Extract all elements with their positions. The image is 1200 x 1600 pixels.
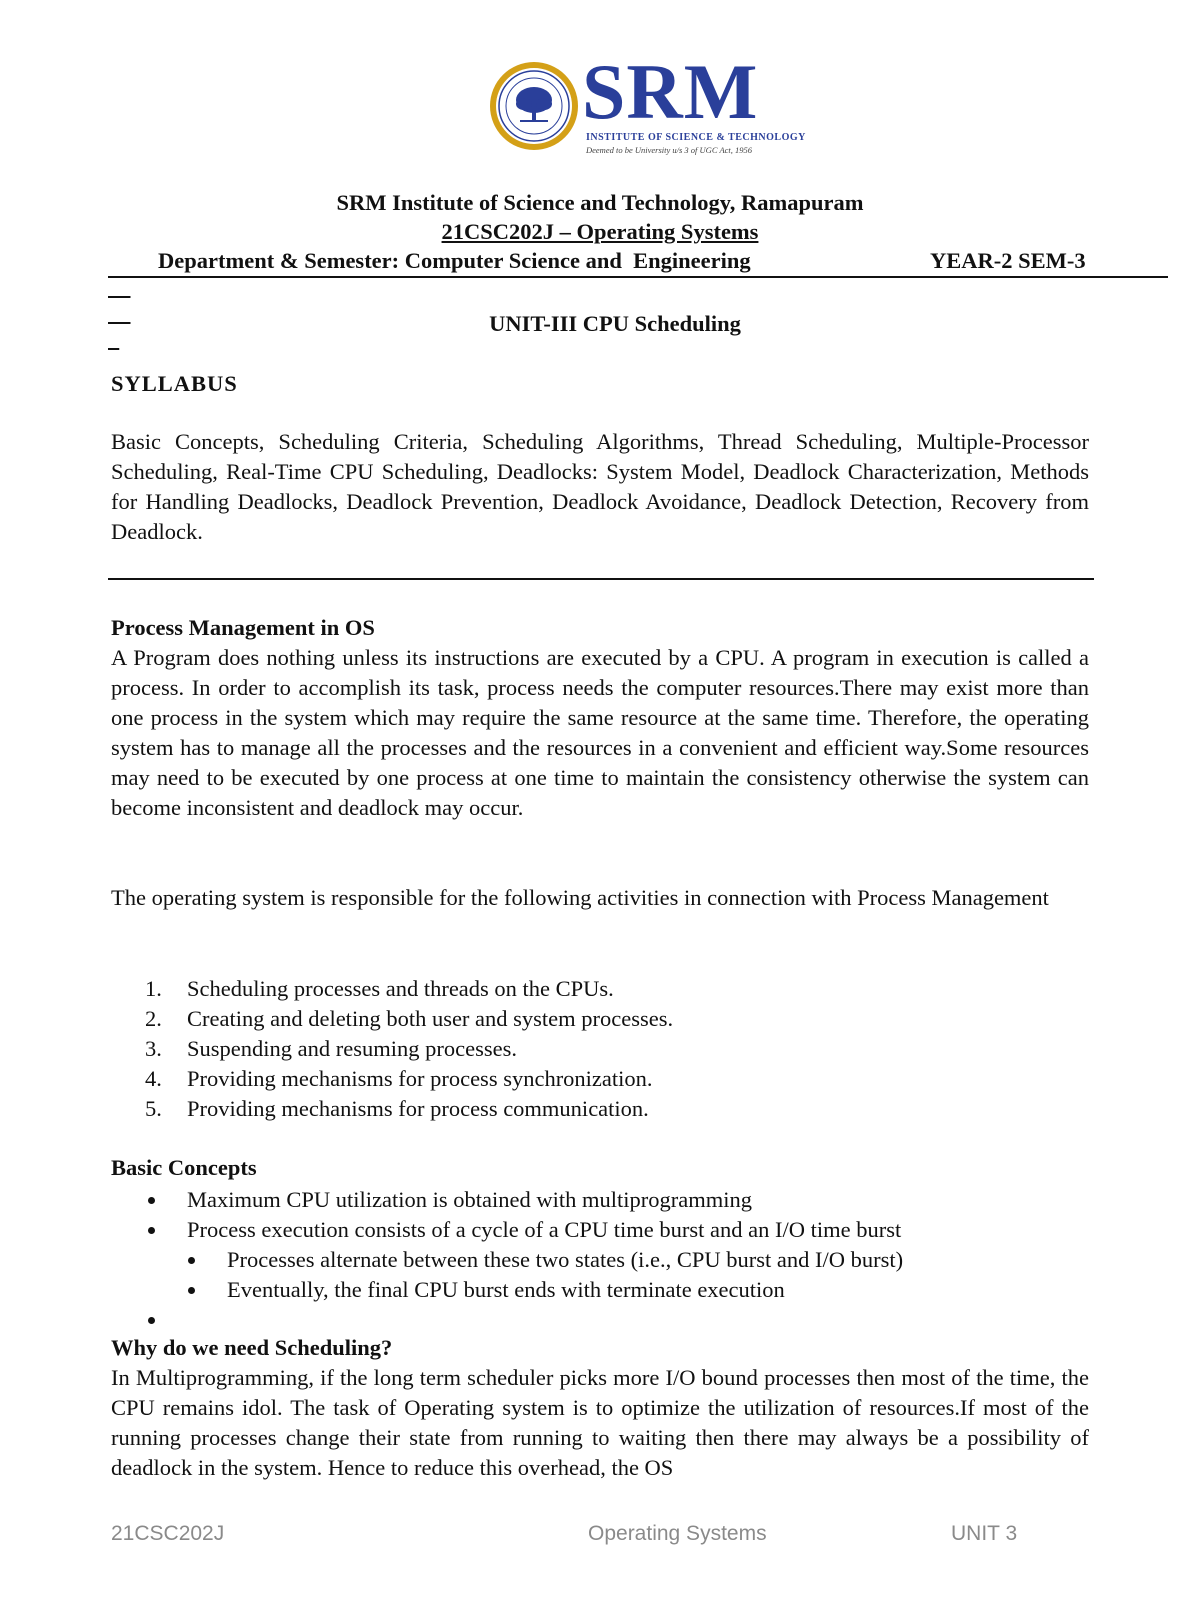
list-item: [145, 1094, 673, 1124]
section-heading-process-management: Process Management in OS: [111, 615, 375, 640]
list-number: 2.: [145, 1006, 162, 1031]
list-item: [145, 1185, 903, 1215]
list-number: 1.: [145, 976, 162, 1001]
logo-wordmark: SRM: [582, 48, 759, 135]
bullet-icon: [148, 1197, 155, 1204]
list-item: [145, 1215, 903, 1245]
activities-intro-paragraph: The operating system is responsible for the following activities in connection with Process Management: [111, 885, 1049, 910]
unit-title: UNIT-III CPU Scheduling: [489, 311, 741, 336]
footer-unit: UNIT 3: [951, 1522, 1018, 1545]
university-seal-icon: [488, 60, 580, 152]
header-divider: [108, 276, 1168, 278]
list-text: Scheduling processes and threads on the CPUs.: [187, 976, 614, 1001]
syllabus-heading: SYLLABUS: [111, 371, 238, 396]
list-text: Process execution consists of a cycle of a CPU time burst and an I/O time burst: [187, 1217, 902, 1242]
footer-course-code: 21CSC202J: [111, 1522, 225, 1545]
why-scheduling-paragraph: In Multiprogramming, if the long term scheduler picks more I/O bound processes then most of the time, the CPU remains idol. The task of Operating system is to optimize the utilization of resources.If most of the running processes change their state from running to waiting then there may always be a possibility of deadlock in the system. Hence to reduce this overhead, the OS: [111, 1365, 1089, 1480]
bullet-icon: [148, 1317, 155, 1324]
list-item: [145, 974, 673, 1004]
course-title: 21CSC202J – Operating Systems: [441, 219, 759, 244]
list-text: Providing mechanisms for process synchronization.: [187, 1066, 653, 1091]
basic-concepts-list: [145, 1185, 903, 1335]
srm-logo: [488, 48, 806, 158]
section-heading-why-scheduling: Why do we need Scheduling?: [111, 1335, 393, 1360]
list-item: [145, 1034, 673, 1064]
list-text: Maximum CPU utilization is obtained with multiprogramming: [187, 1187, 752, 1212]
department-label: Department & Semester: Computer Science and Engineering: [158, 248, 751, 273]
sub-list-item: [145, 1245, 903, 1275]
list-item: [145, 1004, 673, 1034]
sub-list-item: [145, 1275, 903, 1305]
list-text: Creating and deleting both user and system processes.: [187, 1006, 674, 1031]
list-text: Processes alternate between these two states (i.e., CPU burst and I/O burst): [227, 1247, 904, 1272]
list-item: [145, 1305, 903, 1335]
list-number: 5.: [145, 1096, 162, 1121]
list-text: Providing mechanisms for process communication.: [187, 1096, 649, 1121]
bullet-icon: [148, 1227, 155, 1234]
bullet-icon: [188, 1287, 195, 1294]
list-text: Suspending and resuming processes.: [187, 1036, 517, 1061]
list-number: 3.: [145, 1036, 162, 1061]
list-item: [145, 1064, 673, 1094]
logo-subtitle: INSTITUTE OF SCIENCE & TECHNOLOGY: [586, 132, 806, 143]
section-heading-basic-concepts: Basic Concepts: [111, 1155, 257, 1180]
list-number: 4.: [145, 1066, 162, 1091]
year-semester: YEAR-2 SEM-3: [930, 248, 1086, 273]
bullet-icon: [188, 1257, 195, 1264]
process-management-paragraph: A Program does nothing unless its instructions are executed by a CPU. A program in execution is called a process. In order to accomplish its task, process needs the computer resources.There may exist more than one process in the system which may require the same resource at the same time. Therefore, the operating system has to manage all the processes and the resources in a convenient and efficient way.Some resources may need to be executed by one process at one time to maintain the consistency otherwise the system can become inconsistent and deadlock may occur.: [111, 645, 1089, 820]
logo-tagline: Deemed to be University u/s 3 of UGC Act, 1956: [586, 145, 753, 155]
list-text: Eventually, the final CPU burst ends with terminate execution: [227, 1277, 785, 1302]
footer-subject: Operating Systems: [588, 1522, 767, 1545]
activities-list: [145, 974, 673, 1124]
section-divider: [108, 578, 1094, 580]
syllabus-body: Basic Concepts, Scheduling Criteria, Scheduling Algorithms, Thread Scheduling, Multiple-Processor Scheduling, Real-Time CPU Scheduling, Deadlocks: System Model, Deadlock Characterization, Methods for Handling Deadlocks, Deadlock Prevention, Deadlock Avoidance, Deadlock Detection, Recovery from Deadlock.: [111, 429, 1089, 544]
institute-title: SRM Institute of Science and Technology, Ramapuram: [336, 190, 864, 215]
